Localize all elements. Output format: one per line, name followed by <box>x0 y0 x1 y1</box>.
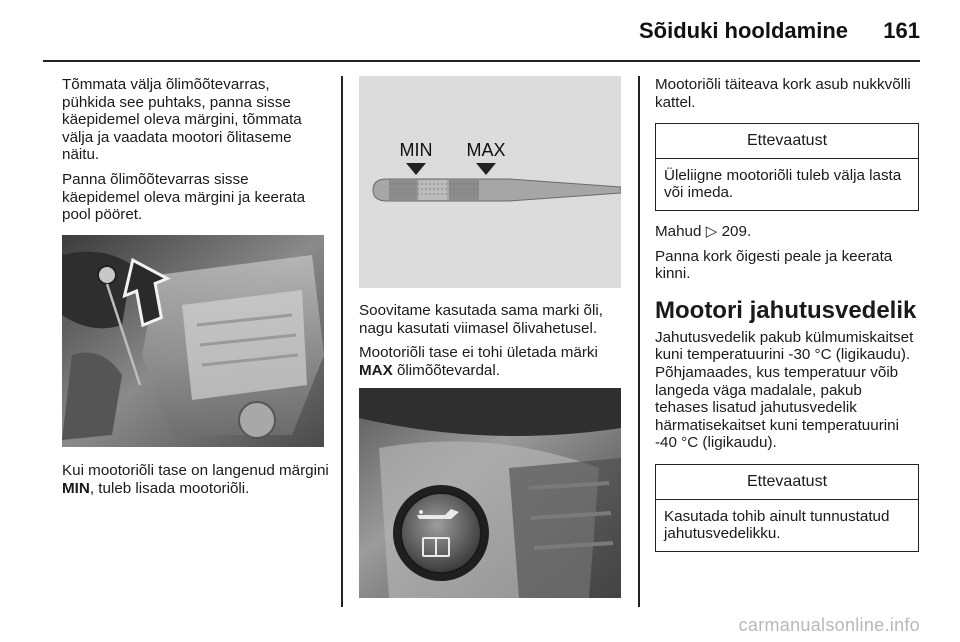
capacities-label: Mahud <box>655 222 702 240</box>
min-marker-icon <box>406 163 426 175</box>
min-text-before: Kui mootoriõli tase on langenud märgini <box>62 462 329 479</box>
caution-box-coolant <box>655 464 919 552</box>
watermark: carmanualsonline.info <box>738 615 920 635</box>
page-header <box>0 0 960 60</box>
dipstick-diagram <box>359 76 621 288</box>
paragraph-min-level <box>62 462 332 497</box>
paragraph-filler-cap-location: Mootoriõli täiteava kork asub nukkvõlli kattel. <box>655 76 911 111</box>
caution-title: Ettevaatust <box>656 124 918 159</box>
max-marker-icon <box>476 163 496 175</box>
cross-reference-arrow-icon[interactable]: ▷ <box>705 222 718 240</box>
oil-filler-cap-photo <box>359 388 621 598</box>
paragraph-fit-cap: Panna kork õigesti peale ja keerata kinni. <box>655 247 893 283</box>
column-divider-2 <box>638 76 640 607</box>
dipstick-min-label: MIN <box>399 140 433 160</box>
paragraph-max-level <box>359 344 629 379</box>
min-text-after: , tuleb lisada mootoriõli. <box>89 479 250 497</box>
capacities-page-ref[interactable]: 209. <box>721 222 752 240</box>
max-text-before: Mootoriõli tase ei tohi ületada märki <box>359 344 598 362</box>
column-3 <box>655 76 919 552</box>
page-number: 161 <box>883 18 920 43</box>
section-title: Sõiduki hooldamine <box>638 18 848 43</box>
dipstick-max-label: MAX <box>466 140 506 160</box>
max-text-after: õlimõõtevardal. <box>392 361 500 379</box>
min-label: MIN <box>62 479 90 497</box>
column-1-bottom <box>62 462 332 504</box>
paragraph-pull-dipstick: Tõmmata välja õlimõõtevarras, pühkida see puhtaks, panna sisse käepidemel oleva märgini, tõmmata välja ja vaadata mootori õlitaseme näitu. <box>62 76 302 164</box>
caution-title: Ettevaatust <box>656 465 918 500</box>
paragraph-insert-dipstick: Panna õlimõõtevarras sisse käepidemel oleva märgini ja keerata pool pööret. <box>62 170 306 224</box>
header-divider <box>43 60 920 62</box>
caution-body: Kasutada tohib ainult tunnustatud jahutusvedelikku. <box>664 507 890 543</box>
caution-body: Üleliigne mootoriõli tuleb välja lasta või imeda. <box>664 166 902 202</box>
heading-engine-coolant: Mootori jahutusvedelik <box>655 296 917 324</box>
column-divider-1 <box>341 76 343 607</box>
engine-dipstick-photo <box>62 235 324 447</box>
max-label: MAX <box>359 361 393 379</box>
paragraph-coolant-protection: Jahutusvedelik pakub külmumiskaitset kuni temperatuurini -30 °C (ligikaudu). Põhjamaades, kus temperatuur võib langeda väga madalale, pakub tehases lisatud jahutusvedelik härmatisekaitset kuni temperatuurini -40 °C (ligikaudu). <box>655 328 914 452</box>
column-2 <box>359 302 629 386</box>
paragraph-same-brand-oil: Soovitame kasutada sama marki õli, nagu kasutati viimasel õlivahetusel. <box>359 302 603 337</box>
column-1 <box>62 76 326 231</box>
caution-box-oil <box>655 123 919 211</box>
paragraph-capacities <box>655 223 919 241</box>
